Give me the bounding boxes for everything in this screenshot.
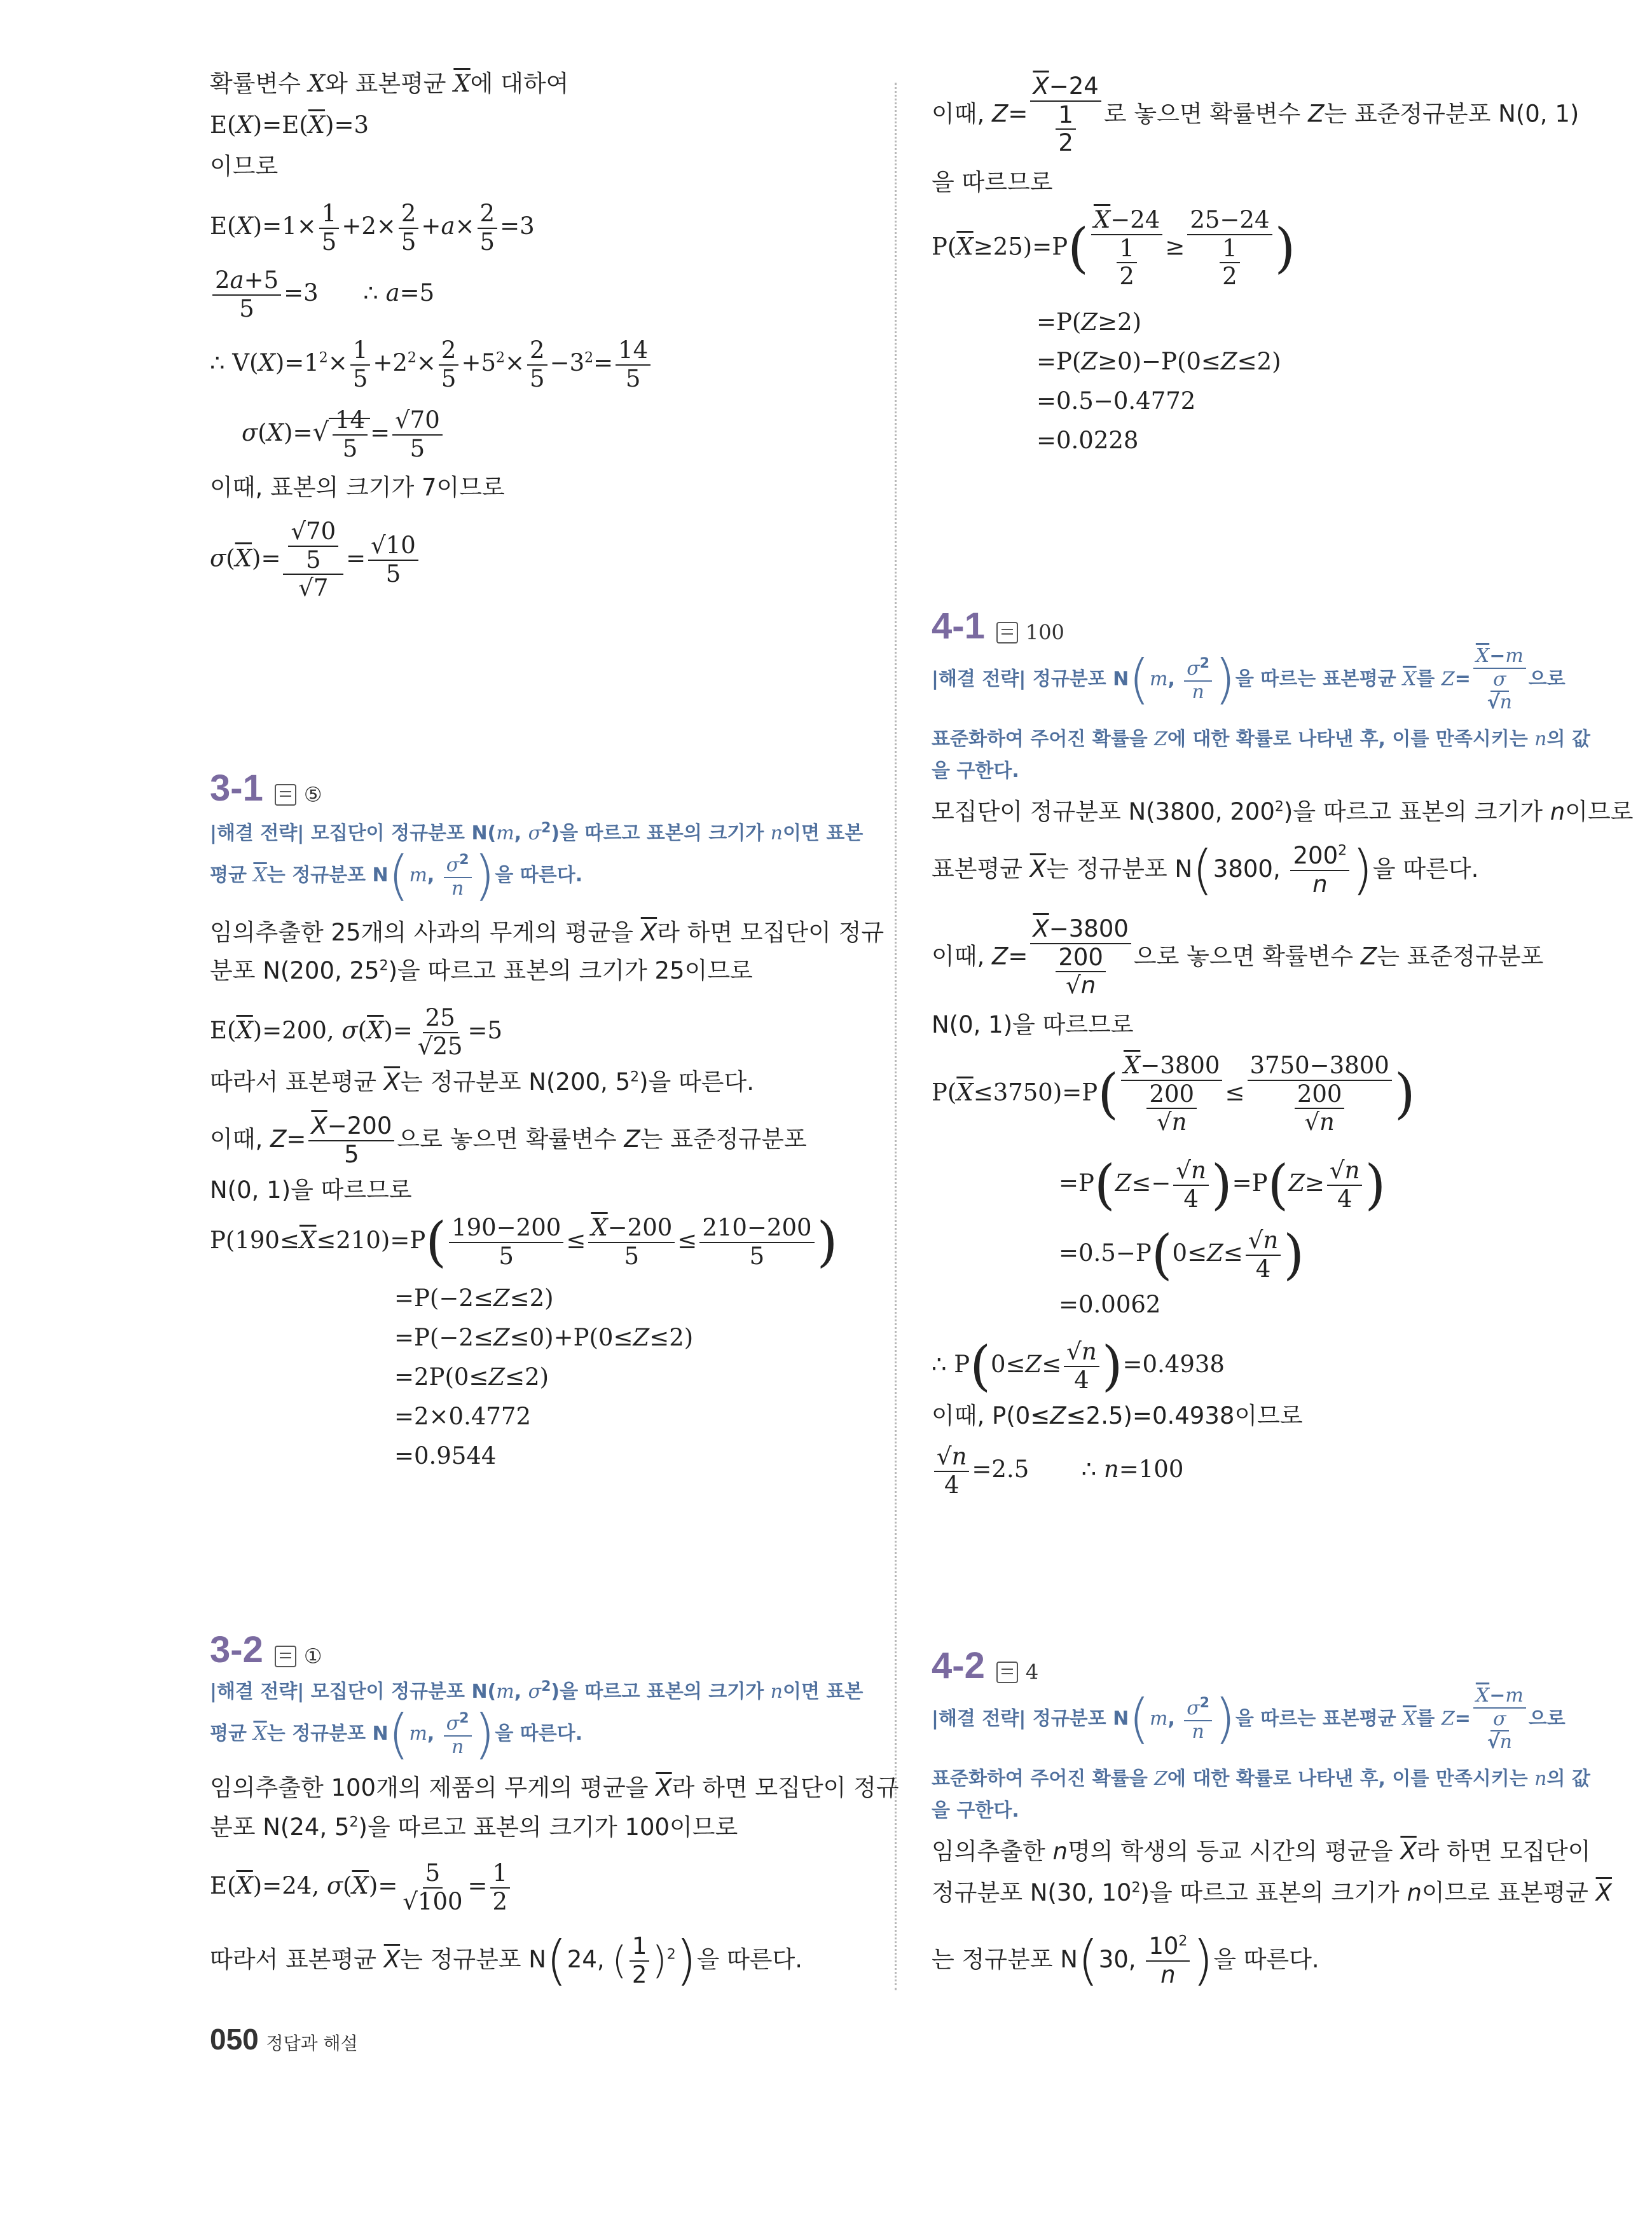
section-4-1-title: 4-1 <box>932 605 985 647</box>
section-3-2-body-2: 분포 N(24, $5^2$)을 따르고 표본의 크기가 100이므로 <box>210 1814 738 1841</box>
section-3-1-body-10: =2P(0≤Z≤2) <box>394 1363 549 1391</box>
footer-label: 정답과 해설 <box>266 2033 358 2054</box>
section-4-2-header <box>932 1644 1038 1688</box>
intro-line-5: $\frac{2a+5}{5}$ =3 ∴ a=5 <box>210 267 434 322</box>
section-4-2-strategy-1: |해결 전략| 정규분포 N(m, $\frac{\sigma^2}{n}$ )을 따르는 표본평균 $\overline{X}$를 Z= $\frac{\overline{X}-m}{\frac{\sigma}{√n}}$ 으로 <box>932 1684 1566 1753</box>
section-3-2-answer: ① <box>303 1644 322 1669</box>
intro-line-2: $E(X)=E(\overline{X})=3$ <box>210 111 369 139</box>
section-3-2-body-3: $E(\overline{X})=24$, $\sigma(\overline{X})=$ $\frac{5}{√100}$ = $\frac{1}{2}$ <box>210 1860 513 1915</box>
section-3-1-body-6: N(0, 1)을 따르므로 <box>210 1176 412 1204</box>
section-3-2-strategy-1: |해결 전략| 모집단이 정규분포 N(m, $\sigma^2$)을 따르고 표본의 크기가 n이면 표본 <box>210 1679 864 1703</box>
section-3-1-body-11: =2×0.4772 <box>394 1403 532 1430</box>
section-3-2-body-4: 따라서 표본평균 $\overline{X}$는 정규분포 N(24, ( $\frac{1}{2}$ )$^2$)을 따른다. <box>210 1929 803 1992</box>
section-4-1-body-7: =0.5−P(0≤Z≤ $\frac{√n}{4}$ ) <box>1059 1223 1305 1286</box>
section-4-1-body-6: =P(Z≤− $\frac{√n}{4}$ )=P(Z≥ $\frac{√n}{4}$ ) <box>1059 1153 1386 1216</box>
answer-icon <box>275 784 296 806</box>
section-3-1-header <box>210 766 322 811</box>
answer-icon <box>275 1646 296 1667</box>
section-3-1-body-4: 따라서 표본평균 $\overline{X}$는 정규분포 N(200, $5^2$)을 따른다. <box>210 1068 755 1096</box>
intro-line-1: 확률변수 X와 표본평균 $\overline{X}$에 대하여 <box>210 70 569 97</box>
right-top-line-1: 이때, Z= $\frac{\overline{X}-24}{\frac{1}{2}}$ 로 놓으면 확률변수 Z는 표준정규분포 N(0, 1) <box>932 72 1580 157</box>
section-4-1-body-11: $\frac{√n}{4}$ =2.5 ∴ n=100 <box>932 1443 1183 1499</box>
section-3-2-strategy-2: 평균 $\overline{X}$는 정규분포 N(m, $\frac{\sigma^2}{n}$ )을 따른다. <box>210 1702 583 1765</box>
section-4-2-body-1: 임의추출한 n명의 학생의 등교 시간의 평균을 $\overline{X}$라 하면 모집단이 <box>932 1838 1591 1865</box>
section-4-2-strategy-3: 을 구한다. <box>932 1800 1019 1822</box>
section-3-2-header <box>210 1628 322 1672</box>
answer-icon <box>996 1662 1018 1683</box>
intro-line-6: ∴ $V(X)=1^2\times$ $\frac{1}{5}$ $+2^2\times$ $\frac{2}{5}$ $+5^2\times$ $\frac{2}{5}$ $-3^2=$ $\frac{14}{5}$ <box>210 337 653 392</box>
right-top-line-2: 을 따르므로 <box>932 169 1053 196</box>
section-4-1-header <box>932 604 1064 649</box>
section-4-2-body-3: 는 정규분포 N(30, $\frac{10^2}{n}$ )을 따른다. <box>932 1929 1319 1992</box>
section-4-2-answer: 4 <box>1025 1660 1039 1684</box>
section-4-1-body-1: 모집단이 정규분포 N(3800, $200^2$)을 따르고 표본의 크기가 n이므로 <box>932 798 1634 825</box>
section-4-1-answer: 100 <box>1025 620 1064 645</box>
section-3-2-title: 3-2 <box>210 1629 263 1670</box>
intro-line-9: $\sigma(\overline{X})=$ $\frac{\frac{√70}{5}}{√7}$ = $\frac{√10}{5}$ <box>210 518 421 602</box>
section-4-1-body-4: N(0, 1)을 따르므로 <box>932 1011 1134 1038</box>
section-3-1-body-1: 임의추출한 25개의 사과의 무게의 평균을 $\overline{X}$라 하면 모집단이 정규 <box>210 919 885 946</box>
section-4-1-body-9: ∴ P(0≤Z≤ $\frac{√n}{4}$ )=0.4938 <box>932 1334 1225 1397</box>
page-footer <box>210 2022 358 2057</box>
right-top-line-7: =0.0228 <box>1036 427 1139 454</box>
section-4-1-body-2: 표본평균 $\overline{X}$는 정규분포 N(3800, $\frac{200^2}{n}$ )을 따른다. <box>932 838 1479 901</box>
right-top-line-6: =0.5−0.4772 <box>1036 387 1196 415</box>
section-4-1-strategy-2: 표준화하여 주어진 확률을 Z에 대한 확률로 나타낸 후, 이를 만족시키는 n의 값 <box>932 728 1590 750</box>
section-4-1-strategy-1: |해결 전략| 정규분포 N(m, $\frac{\sigma^2}{n}$ )을 따르는 표본평균 $\overline{X}$를 Z= $\frac{\overline{X}-m}{\frac{\sigma}{√n}}$ 으로 <box>932 645 1566 713</box>
section-3-1-strategy-1: |해결 전략| 모집단이 정규분포 N(m, $\sigma^2$)을 따르고 표본의 크기가 n이면 표본 <box>210 820 864 844</box>
section-4-2-strategy-2: 표준화하여 주어진 확률을 Z에 대한 확률로 나타낸 후, 이를 만족시키는 n의 값 <box>932 1768 1590 1790</box>
section-3-1-body-9: =P(−2≤Z≤0)+P(0≤Z≤2) <box>394 1324 694 1351</box>
intro-line-4: E(X)=1× $\frac{1}{5}$ +2× $\frac{2}{5}$ +a× $\frac{2}{5}$ =3 <box>210 200 535 256</box>
section-3-1-body-7: $P(190\le\overline{X}\le 210)=P$( $\frac{190-200}{5}$ ≤ $\frac{\overline{X}-200}{5}$ ≤ $\frac{210-200}{5}$ ) <box>210 1210 838 1273</box>
section-3-2-body-1: 임의추출한 100개의 제품의 무게의 평균을 $\overline{X}$라 하면 모집단이 정규 <box>210 1774 899 1801</box>
section-4-1-body-8: =0.0062 <box>1059 1291 1161 1318</box>
section-3-1-body-5: 이때, Z= $\frac{\overline{X}-200}{5}$ 으로 놓으면 확률변수 Z는 표준정규분포 <box>210 1112 807 1168</box>
section-3-1-body-12: =0.9544 <box>394 1442 497 1469</box>
section-4-1-strategy-3: 을 구한다. <box>932 760 1019 782</box>
section-3-1-body-8: =P(−2≤Z≤2) <box>394 1284 554 1312</box>
section-3-1-answer: ⑤ <box>303 782 322 807</box>
section-3-1-body-2: 분포 N(200, $25^2$)을 따르고 표본의 크기가 25이므로 <box>210 957 753 984</box>
column-divider <box>895 83 897 1990</box>
section-3-1-strategy-2: 평균 $\overline{X}$는 정규분포 N(m, $\frac{\sigma^2}{n}$ )을 따른다. <box>210 844 583 907</box>
page-number: 050 <box>210 2023 259 2056</box>
intro-line-7: σ(X)=√ $\frac{14}{5}$ = $\frac{√70}{5}$ <box>242 407 445 462</box>
answer-icon <box>996 622 1018 644</box>
section-4-1-body-5: $P(\overline{X}\le 3750)=P$( $\frac{\overline{X}-3800}{\frac{200}{√n}}$ ≤ $\frac{3750-3800}{\frac{200}{√n}}$ ) <box>932 1052 1415 1136</box>
right-top-line-5: =P(Z≥0)−P(0≤Z≤2) <box>1036 348 1281 375</box>
right-top-line-4: =P(Z≥2) <box>1036 308 1142 336</box>
section-3-1-body-3: $E(\overline{X})=200$, $\sigma(\overline{X})=$ $\frac{25}{√25}$ =5 <box>210 1004 503 1060</box>
section-4-1-body-10: 이때, P(0≤Z≤2.5)=0.4938이므로 <box>932 1402 1303 1429</box>
section-3-1-title: 3-1 <box>210 767 263 809</box>
section-4-1-body-3: 이때, Z= $\frac{\overline{X}-3800}{\frac{200}{√n}}$ 으로 놓으면 확률변수 Z는 표준정규분포 <box>932 915 1544 1000</box>
intro-line-3: 이므로 <box>210 153 279 180</box>
section-4-2-body-2: 정규분포 N(30, $10^2$)을 따르고 표본의 크기가 n이므로 표본평균 $\overline{X}$ <box>932 1879 1612 1906</box>
section-4-2-title: 4-2 <box>932 1645 985 1686</box>
right-top-line-3: $P(\overline{X}\ge 25)=P$( $\frac{\overline{X}-24}{\frac{1}{2}}$ ≥ $\frac{25-24}{\frac{1}{2}}$ ) <box>932 206 1296 291</box>
intro-line-8: 이때, 표본의 크기가 7이므로 <box>210 474 505 501</box>
